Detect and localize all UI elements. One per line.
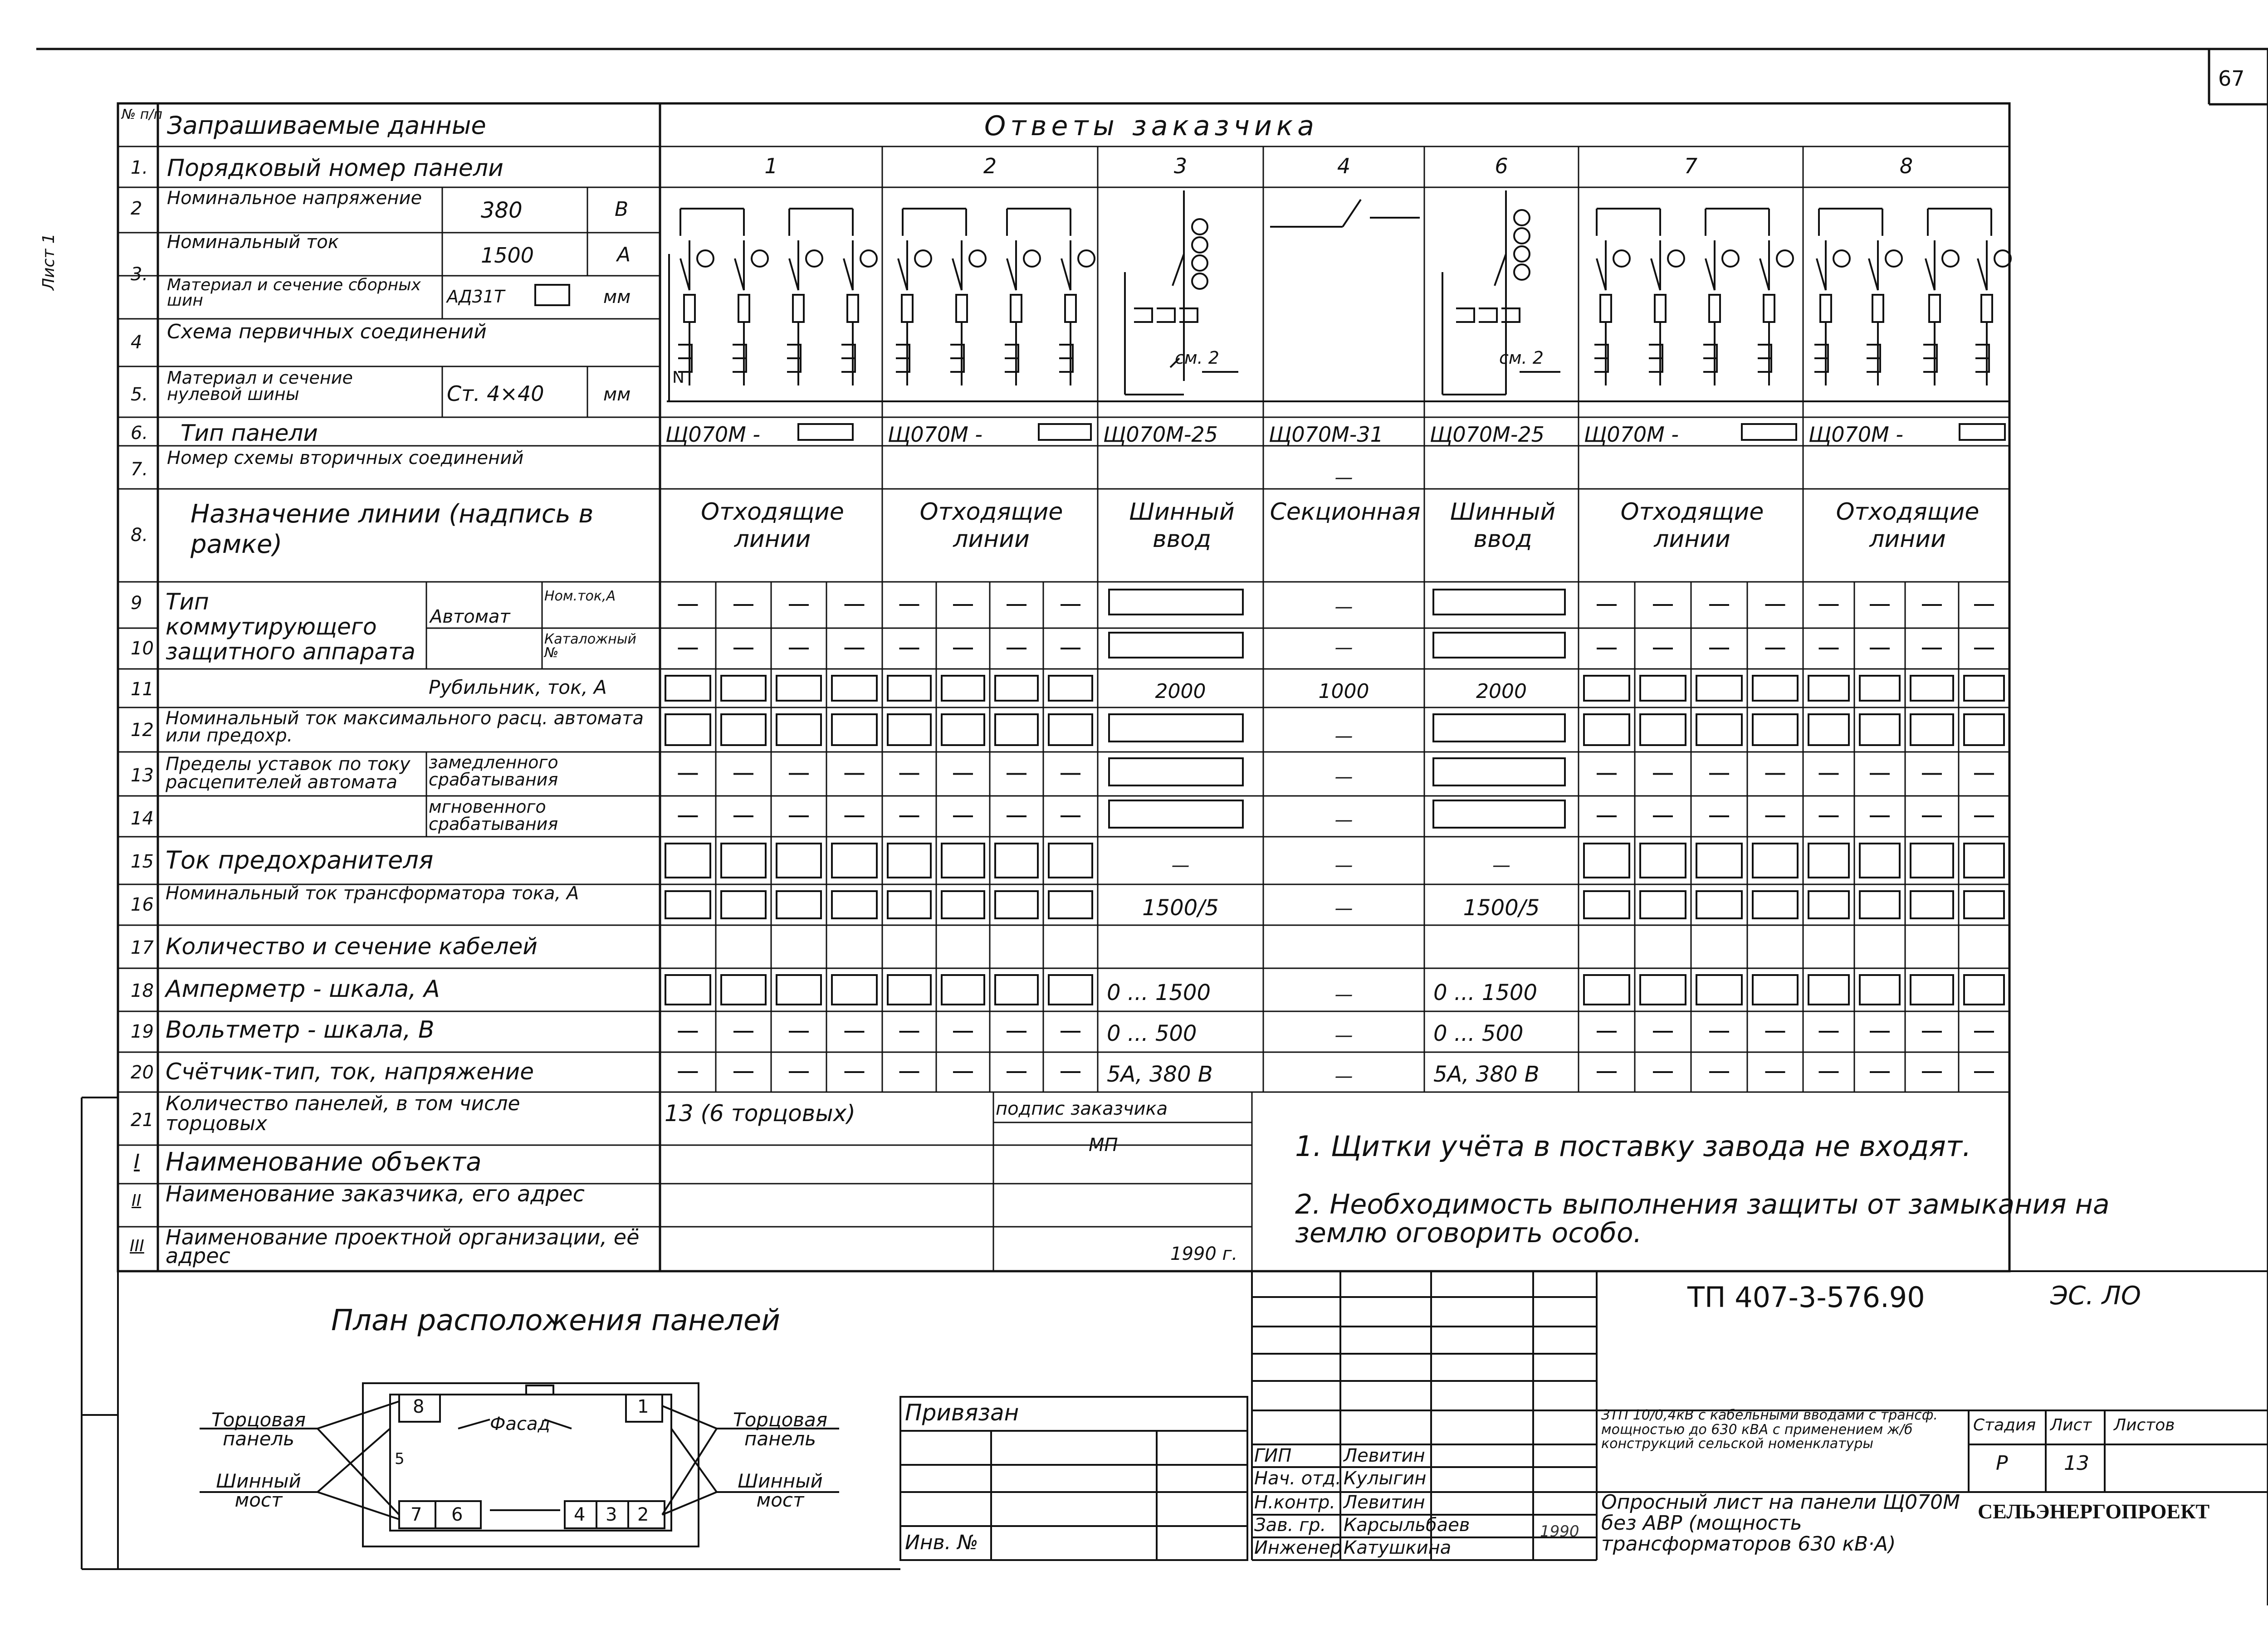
empty-value-box (1860, 676, 1900, 701)
sheet-number: 67 (2218, 66, 2245, 91)
row-unit: мм (603, 287, 631, 307)
plan-cell: 5 (395, 1450, 405, 1468)
row-sub-label: Рубильник, ток, А (429, 676, 607, 698)
empty-value-box (777, 676, 821, 701)
empty-value-box (888, 676, 931, 701)
empty-value-box (1584, 891, 1629, 918)
row-value: 13 (6 торцовых) (665, 1100, 855, 1127)
empty-value-box (888, 975, 931, 1005)
empty-value-box (995, 676, 1038, 701)
row-label: Количество панелей, в том числе торцовых (166, 1092, 520, 1135)
col-answers-header: Ответы заказчика (984, 110, 1319, 142)
empty-value-box (1964, 975, 2004, 1005)
panel-purpose: Секционная (1270, 498, 1421, 526)
empty-value-box (1860, 714, 1900, 745)
panel-type: Щ070М - (1809, 422, 1904, 447)
empty-value-box (1696, 975, 1742, 1005)
sheets-header: Листов (2114, 1416, 2175, 1434)
row-label: Материал и сечение нулевой шины (167, 368, 353, 405)
plan-cell: 6 (451, 1504, 463, 1525)
plan-cell: 7 (411, 1504, 422, 1525)
note-2: 2. Необходимость выполнения защиты от замыкания на землю оговорить особо. (1295, 1189, 2110, 1249)
row-sub-label: мгновенного срабатывания (429, 797, 558, 834)
empty-value-box (942, 714, 984, 745)
note-1: 1. Щитки учёта в поставку завода не входят. (1295, 1130, 1971, 1163)
row-label: Номинальный ток максимального расц. автомата или предохр. (166, 708, 644, 746)
empty-value-box (1753, 891, 1798, 918)
panel-type: Щ070М-31 (1269, 422, 1383, 447)
row-num: 12 (131, 720, 154, 741)
row-value: 1500 (481, 243, 534, 268)
empty-value-box (1640, 676, 1686, 701)
empty-value-box (1809, 891, 1849, 918)
row-num: 2 (131, 198, 142, 219)
empty-value-box (665, 975, 710, 1005)
panel-number: 1 (764, 154, 778, 178)
stamp-role: Нач. отд. (1254, 1468, 1341, 1489)
row-value: АД31Т (447, 287, 505, 307)
drawing-code: ТП 407-3-576.90 (1687, 1281, 1925, 1314)
empty-value-box (665, 891, 710, 918)
panel-purpose: Шинный ввод (1450, 498, 1556, 553)
sign-date: 1990 (1540, 1522, 1579, 1541)
empty-value-box (1860, 891, 1900, 918)
empty-value-box (1753, 844, 1798, 878)
empty-value-box (1809, 714, 1849, 745)
row-label: Материал и сечение сборных шин (167, 276, 421, 310)
sheet-value: 13 (2064, 1452, 2089, 1475)
signature-label: подпис заказчика (996, 1098, 1168, 1119)
row-num: 13 (131, 765, 154, 786)
panel-type: Щ070М-25 (1430, 422, 1545, 447)
panel-number: 6 (1495, 154, 1508, 178)
sheet-title: Опросный лист на панели Щ070М без АВР (мощность трансформаторов 630 кВ·А) (1601, 1491, 1960, 1556)
empty-value-box (1753, 714, 1798, 745)
row-num: 11 (131, 679, 154, 700)
panel-purpose: Отходящие линии (919, 498, 1063, 553)
meter-spec: 5А, 380 В (1433, 1062, 1540, 1087)
empty-value-box (1584, 714, 1629, 745)
dash: — (1334, 1066, 1353, 1087)
row-unit: А (617, 243, 631, 266)
empty-value-box (1640, 891, 1686, 918)
row-num: 3. (131, 264, 148, 285)
empty-value-box (1696, 844, 1742, 878)
panel-number: 8 (1899, 154, 1913, 178)
empty-value-box (721, 714, 766, 745)
switch-current: 1000 (1318, 680, 1369, 703)
empty-value-box (665, 676, 710, 701)
row-num: 16 (131, 894, 154, 915)
empty-value-box (1860, 844, 1900, 878)
ct-rating: 1500/5 (1142, 895, 1219, 921)
panel-type: Щ070М-25 (1103, 422, 1218, 447)
empty-value-box (1049, 714, 1092, 745)
dash: — (1492, 855, 1510, 876)
voltmeter-scale: 0 ... 500 (1107, 1021, 1197, 1046)
row-sub-label: Автомат (430, 606, 510, 627)
dash: — (1334, 898, 1353, 919)
empty-value-box (1911, 676, 1953, 701)
empty-value-box (665, 844, 710, 878)
stamp-name: Левитин (1344, 1492, 1425, 1513)
empty-value-box (942, 975, 984, 1005)
panel-purpose: Отходящие линии (701, 498, 844, 553)
stamp-name: Карсыльбаев (1344, 1515, 1470, 1536)
row-num: II (132, 1191, 142, 1210)
panel-type: Щ070М - (665, 422, 761, 447)
signature-year: 1990 г. (1170, 1244, 1238, 1264)
empty-value-box (1860, 975, 1900, 1005)
col-num-header: № п/п (122, 107, 163, 122)
row-label: Ток предохранителя (166, 846, 434, 874)
row-num: 1. (131, 157, 148, 178)
row-label: Амперметр - шкала, А (166, 976, 440, 1003)
dash: — (1334, 637, 1353, 658)
empty-value-box (995, 714, 1038, 745)
voltmeter-scale: 0 ... 500 (1433, 1021, 1524, 1046)
row-num: 5. (131, 384, 148, 405)
row-group-label: Тип коммутирующего защитного аппарата (166, 589, 415, 665)
panel-type: Щ070М - (1584, 422, 1679, 447)
row-label: Номинальное напряжение (167, 188, 422, 209)
stamp-name: Катушкина (1344, 1537, 1452, 1558)
row-num: 19 (131, 1021, 154, 1042)
row-num: 21 (131, 1110, 154, 1131)
row-value: 380 (481, 198, 523, 223)
dash: — (1334, 596, 1353, 617)
empty-value-box (995, 844, 1038, 878)
empty-value-box (995, 975, 1038, 1005)
plan-facade-label: Фасад (490, 1414, 551, 1434)
empty-value-box (1584, 844, 1629, 878)
plan-cell: 8 (413, 1396, 425, 1417)
bound-label: Привязан (905, 1400, 1019, 1426)
side-stamp: Лист 1 (39, 233, 58, 290)
empty-value-box (777, 714, 821, 745)
empty-value-box (1809, 676, 1849, 701)
empty-value-box (721, 975, 766, 1005)
ct-rating: 1500/5 (1463, 895, 1540, 921)
plan-left-end-label: Торцовая панель (211, 1409, 306, 1450)
row-label: Наименование объекта (166, 1147, 482, 1177)
row-label: Номинальный ток (167, 232, 339, 253)
row-num: 15 (131, 851, 154, 872)
empty-value-box (1696, 714, 1742, 745)
plan-title: План расположения панелей (331, 1304, 780, 1337)
empty-value-box (777, 975, 821, 1005)
empty-value-box (1049, 891, 1092, 918)
empty-value-box (1964, 714, 2004, 745)
row-num: III (130, 1237, 144, 1255)
empty-value-box (1049, 844, 1092, 878)
stamp-role: Н.контр. (1254, 1492, 1335, 1513)
empty-value-box (1753, 676, 1798, 701)
row-num: 20 (131, 1062, 154, 1083)
empty-value-box (1640, 975, 1686, 1005)
sheet-code: ЭС. ЛО (2050, 1281, 2141, 1311)
empty-value-box (942, 891, 984, 918)
empty-value-box (1964, 676, 2004, 701)
panel-number: 4 (1337, 154, 1351, 178)
empty-value-box (888, 844, 931, 878)
empty-value-box (777, 891, 821, 918)
plan-cell: 4 (574, 1504, 586, 1525)
ammeter-scale: 0 ... 1500 (1433, 980, 1537, 1005)
empty-value-box (888, 714, 931, 745)
panel-purpose: Отходящие линии (1836, 498, 1980, 553)
empty-value-box (1964, 891, 2004, 918)
sheet-header: Лист (2050, 1416, 2092, 1434)
stamp-role: Инженер (1254, 1537, 1342, 1558)
plan-right-bridge-label: Шинный мост (738, 1470, 823, 1511)
signature-stamp: МП (1089, 1135, 1118, 1156)
row-label: Номер схемы вторичных соединений (167, 448, 524, 468)
row-sub2-label: Ном.ток,А (544, 588, 616, 604)
stage-header: Стадия (1973, 1416, 2036, 1434)
row-value: Ст. 4×40 (447, 381, 544, 406)
panel-type: Щ070М - (888, 422, 983, 447)
dash: — (1171, 855, 1190, 876)
row-unit: В (615, 198, 629, 221)
dash: — (1334, 1025, 1353, 1046)
panel-purpose: Шинный ввод (1129, 498, 1235, 553)
row-num: 8. (131, 525, 148, 546)
row-num: I (134, 1150, 140, 1173)
row-num: 10 (131, 638, 154, 659)
plan-cell: 3 (606, 1504, 617, 1525)
row-num: 18 (131, 980, 154, 1001)
empty-value-box (832, 975, 877, 1005)
empty-value-box (1911, 714, 1953, 745)
dash: — (1334, 855, 1353, 876)
empty-value-box (1640, 714, 1686, 745)
empty-value-box (1696, 891, 1742, 918)
row-num: 17 (131, 937, 154, 958)
switch-current: 2000 (1155, 680, 1206, 703)
row-sub-label: замедленного срабатывания (429, 752, 558, 790)
stamp-name: Левитин (1344, 1445, 1425, 1466)
plan-cell: 1 (637, 1396, 649, 1417)
row-sub2-label: Каталожный № (544, 631, 636, 661)
stamp-name: Кулыгин (1344, 1468, 1427, 1489)
row-label: Назначение линии (надпись в рамке) (191, 499, 594, 560)
plan-right-end-label: Торцовая панель (733, 1409, 828, 1450)
empty-value-box (1049, 975, 1092, 1005)
empty-value-box (1049, 676, 1092, 701)
empty-value-box (721, 891, 766, 918)
empty-value-box (832, 676, 877, 701)
dash: — (1334, 726, 1353, 746)
empty-value-box (1696, 676, 1742, 701)
empty-value-box (832, 714, 877, 745)
empty-value-box (721, 844, 766, 878)
schematic-note: см. 2 (1175, 348, 1219, 368)
stamp-role: ГИП (1254, 1445, 1292, 1466)
empty-value-box (832, 891, 877, 918)
plan-left-bridge-label: Шинный мост (216, 1470, 301, 1511)
dash: — (1334, 984, 1353, 1005)
schematic-note: см. 2 (1499, 348, 1544, 368)
row-label: Количество и сечение кабелей (166, 933, 538, 960)
neutral-mark: N (672, 368, 684, 387)
empty-value-box (665, 714, 710, 745)
row-label: Номинальный ток трансформатора тока, А (166, 883, 579, 904)
empty-value-box (832, 844, 877, 878)
empty-value-box (1911, 975, 1953, 1005)
stage-value: Р (1996, 1452, 2008, 1475)
row-label: Схема первичных соединений (167, 320, 487, 343)
row-label: Вольтметр - шкала, В (166, 1016, 435, 1044)
empty-value-box (1584, 676, 1629, 701)
meter-spec: 5А, 380 В (1107, 1062, 1213, 1087)
row-group-label: Пределы уставок по току расцепителей автомата (166, 754, 411, 793)
org-name: СЕЛЬЭНЕРГОПРОЕКТ (1978, 1500, 2210, 1523)
empty-value-box (1911, 891, 1953, 918)
empty-value-box (1964, 844, 2004, 878)
dash: — (1334, 766, 1353, 787)
row-num: 7. (131, 459, 148, 480)
empty-value-box (942, 676, 984, 701)
row-label: Наименование проектной организации, её адрес (166, 1225, 640, 1268)
row-label: Счётчик-тип, ток, напряжение (166, 1058, 534, 1085)
empty-value-box (888, 891, 931, 918)
row-unit: мм (603, 384, 631, 405)
row-num: 14 (131, 808, 154, 829)
empty-value-box (1911, 844, 1953, 878)
row-label: Тип панели (181, 420, 318, 446)
row-num: 6. (131, 423, 148, 444)
empty-value-box (777, 844, 821, 878)
empty-value-box (1640, 844, 1686, 878)
empty-value-box (1809, 844, 1849, 878)
ammeter-scale: 0 ... 1500 (1107, 980, 1211, 1005)
project-title: ЗТП 10/0,4кВ с кабельными вводами с трансф. мощностью до 630 кВА с применением ж/б конструкций сельской номенклатуры (1601, 1407, 1938, 1452)
empty-value-box (721, 676, 766, 701)
empty-value-box (1584, 975, 1629, 1005)
stamp-role: Зав. гр. (1254, 1515, 1326, 1536)
dash: — (1334, 467, 1353, 488)
dash: — (1334, 810, 1353, 830)
row-label: Наименование заказчика, его адрес (166, 1181, 585, 1207)
empty-value-box (942, 844, 984, 878)
inv-label: Инв. № (905, 1531, 978, 1554)
panel-number: 2 (983, 154, 997, 178)
empty-value-box (995, 891, 1038, 918)
empty-value-box (1753, 975, 1798, 1005)
panel-number: 7 (1684, 154, 1698, 178)
row-label: Порядковый номер панели (167, 155, 503, 182)
empty-value-box (1809, 975, 1849, 1005)
panel-purpose: Отходящие линии (1620, 498, 1764, 553)
switch-current: 2000 (1476, 680, 1527, 703)
panel-number: 3 (1173, 154, 1188, 178)
col-requested-header: Запрашиваемые данные (167, 111, 486, 140)
row-num: 9 (131, 593, 142, 614)
plan-cell: 2 (637, 1504, 649, 1525)
row-num: 4 (131, 332, 142, 353)
